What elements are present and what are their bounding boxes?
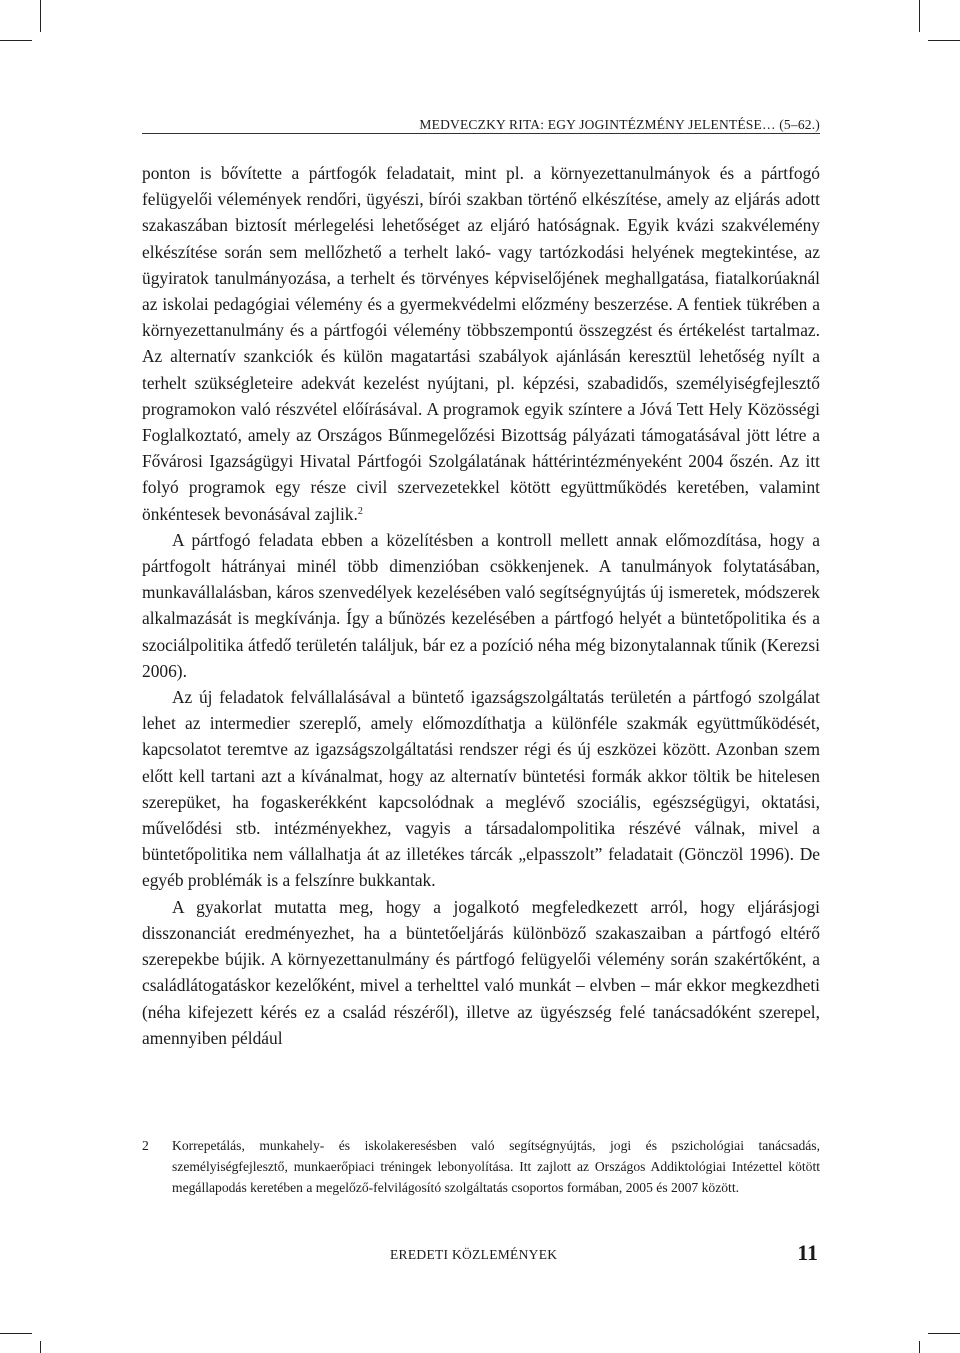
paragraph-1-text: ponton is bővítette a pártfogók feladatait, mint pl. a környezettanulmányok és a pártfogó felügyelői vélemények rendőri, ügyészi, bírói szakban történő elkészítése, amely az eljárás adott szakaszában biztosít mérlegelési lehetőséget az eljáró hatóságnak. Egyik kvázi szakvélemény elkészítése során sem mellőzhető a terhelt lakó- vagy tartózkodási helyének megtekintése, az ügyiratok tanulmányozása, a terhelt és törvényes képviselőjének meghallgatása, fiatalkorúaknál az iskolai pedagógiai vélemény és a gyermekvédelmi előzmény beszerzése. A fentiek tükrében a környezettanulmány és a pártfogói vélemény többszempontú összegzést és értékelést tartalmaz. Az alternatív szankciók és külön magatartási szabályok ajánlásán keresztül lehetőség nyílt a terhelt szükségleteire adekvát kezelést nyújtani, pl. képzési, szabadidős, személyiségfejlesztő programokon való részvétel előírásával. A programok egyik színtere a Jóvá Tett Hely Közösségi Foglalkoztató, amely az Országos Bűnmegelőzési Bizottság pályázati támogatásával jött létre a Fővárosi Igazságügyi Hivatal Pártfogói Szolgálatának háttérintézményeként 2004 őszén. Az itt folyó programok egy része civil szervezetekkel kötött együttműködés keretében, valamint önkéntesek bevonásával zajlik. — [142, 163, 820, 524]
article-body — [142, 160, 820, 1051]
paragraph-2: A pártfogó feladata ebben a közelítésben a kontroll mellett annak előmozdítása, hogy a pártfogolt hátrányai minél több dimenzióban csökkenjenek. A tanulmányok folytatásában, munkavállalásban, káros szenvedélyek kezelésében való segítségnyújtás új ismeretek, módszerek alkalmazását is megkívánja. Így a bűnözés kezelésében a pártfogó helyét a büntetőpolitika és a szociálpolitika átfedő területén találjuk, bár ez a pozíció néha még bizonytalannak tűnik (Kerezsi 2006). — [142, 529, 820, 681]
footnote — [142, 1135, 820, 1198]
paragraph-1 — [142, 160, 820, 527]
crop-mark-top-left-vertical — [40, 0, 41, 32]
footnote-text: Korrepetálás, munkahely- és iskolakeresésben való segítségnyújtás, jogi és pszichológiai tanácsadás, személyiségfejlesztő, munkaerőpiaci tréningek lebonyolítása. Itt zajlott az Országos Addiktológiai Intézettel kötött megállapodás keretében a megelőző-felvilágosító szolgáltatás csoportos formában, 2005 és 2007 között. — [172, 1138, 820, 1195]
paragraph-3: Az új feladatok felvállalásával a büntető igazságszolgáltatás területén a pártfogó szolgálat lehet az intermedier szereplő, amely előmozdíthatja a különféle szakmák együttműködését, kapcsolatot teremtve az igazságszolgáltatási rendszer régi és új eszközei között. Azonban szem előtt kell tartani azt a kívánalmat, hogy az alternatív büntetési formák akkor töltik be hitelesen szerepüket, ha fogaskerékként kapcsolódnak a meglévő szociális, egészségügyi, oktatási, művelődési stb. intézményekhez, vagyis a társadalompolitika részévé válnak, mivel a büntetőpolitika nem vállalhatja át az illetékes tárcák „elpasszolt” feladatait (Gönczöl 1996). De egyéb problémák is a felszínre bukkantak. — [142, 687, 820, 891]
crop-mark-bottom-left-horizontal — [0, 1333, 32, 1334]
crop-mark-bottom-right-vertical — [919, 1341, 920, 1353]
crop-mark-top-right-horizontal — [928, 40, 960, 41]
crop-mark-bottom-left-vertical — [40, 1341, 41, 1353]
crop-mark-top-left-horizontal — [0, 40, 32, 41]
footnote-number: 2 — [142, 1138, 149, 1153]
page-number: 11 — [797, 1240, 818, 1265]
paragraph-4: A gyakorlat mutatta meg, hogy a jogalkotó megfeledkezett arról, hogy eljárásjogi disszonanciát eredményezhet, ha a büntetőeljárás különböző szakaszaiban a pártfogó eltérő szerepekbe bújik. A környezettanulmány és pártfogó felügyelői vélemény során szakértőként, a családlátogatáskor kezelőként, mivel a terhelttel való munkát – elvben – már ekkor megkezdheti (néha kifejezett kérés ez a család részéről), illetve az ügyészség felé tanácsadóként szerepel, amennyiben például — [142, 896, 820, 1048]
footnote-reference[interactable]: 2 — [357, 505, 363, 517]
footer-section-label: EREDETI KÖZLEMÉNYEK — [390, 1247, 558, 1262]
crop-mark-top-right-vertical — [919, 0, 920, 32]
crop-mark-bottom-right-horizontal — [928, 1333, 960, 1334]
running-head: MEDVECZKY RITA: EGY JOGINTÉZMÉNY JELENTÉSE… (5–62.) — [419, 117, 820, 132]
header-rule — [142, 133, 820, 134]
